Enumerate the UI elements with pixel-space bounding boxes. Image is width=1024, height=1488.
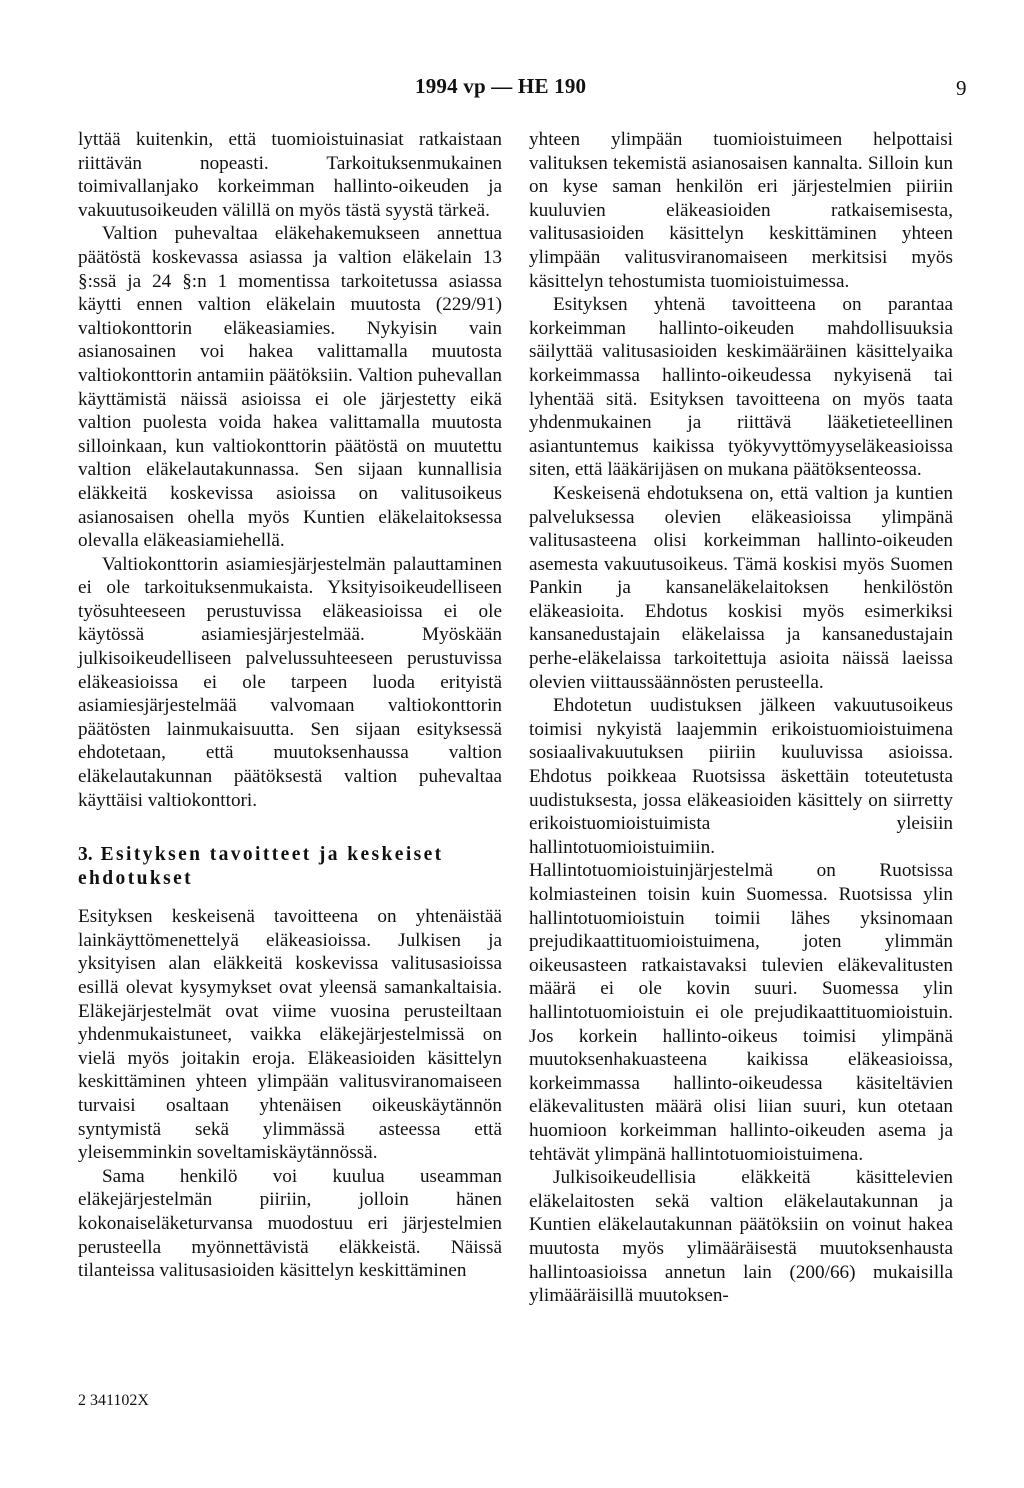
page-header (0, 74, 1024, 104)
print-code: 2 341102X (78, 1392, 149, 1409)
section-heading (78, 843, 502, 891)
left-column (78, 128, 502, 1283)
paragraph: Ehdotetun uudistuksen jälkeen vakuutusoikeus toimisi nykyistä laajemmin erikoistuomioistuimena sosiaalivakuutuksen piiriin kuuluvissa asioissa. Ehdotus poikkeaa Ruotsissa äskettäin toteutetusta uudistuksesta, jossa eläkeasioiden käsittely on siirretty erikoistuomioistuimista yleisiin hallintotuomioistuimiin. Hallintotuomioistuinjärjestelmä on Ruotsissa kolmiasteinen toisin kuin Suomessa. Ruotsissa ylin hallintotuomioistuin toimii lähes yksinomaan prejudikaattituomioistuimena, joten ylimmän oikeusasteen ratkaistavaksi tulevien eläkevalitusten määrä ei ole kovin suuri. Suomessa ylin hallintotuomioistuin ei ole prejudikaattituomioistuin. Jos korkein hallinto-oikeus toimisi ylimpänä muutoksenhakuasteena kaikissa eläkeasioissa, korkeimmassa hallinto-oikeudessa käsiteltävien eläkevalitusten määrä olisi liian suuri, kun otetaan huomioon korkeimman hallinto-oikeuden asema ja tehtävät ylimpänä hallintotuomioistuimena. (529, 695, 953, 1165)
paragraph: lyttää kuitenkin, että tuomioistuinasiat ratkaistaan riittävän nopeasti. Tarkoituksenmukainen toimivallanjako korkeimman hallinto-oikeuden ja vakuutusoikeuden välillä on myös tästä syystä tärkeä. (78, 129, 502, 221)
right-column (529, 128, 953, 1308)
paragraph: Valtiokonttorin asiamiesjärjestelmän palauttaminen ei ole tarkoituksenmukaista. Yksityisoikeudelliseen työsuhteeseen perustuvissa eläkeasioissa ei ole käytössä asiamiesjärjestelmää. Myöskään julkisoikeudelliseen palvelussuhteeseen perustuvissa eläkeasioissa ei ole tarpeen luoda erityistä asiamiesjärjestelmää valvomaan valtiokonttorin päätösten lainmukaisuutta. Sen sijaan esityksessä ehdotetaan, että muutoksenhaussa valtion eläkelautakunnan päätöksestä valtion puhevaltaa käyttäisi valtiokonttori. (78, 553, 502, 811)
section-title: Esityksen tavoitteet ja keskeiset ehdotukset (78, 844, 444, 890)
paragraph: Sama henkilö voi kuulua useamman eläkejärjestelmän piiriin, jolloin hänen kokonaiseläketurvansa muodostuu eri järjestelmien perusteella myönnettävistä eläkkeistä. Näissä tilanteissa valitusasioiden käsittelyn keskittäminen (78, 1165, 502, 1282)
section-number: 3. (78, 844, 93, 866)
paragraph: Keskeisenä ehdotuksena on, että valtion ja kuntien palveluksessa olevien eläkeasioissa ylimpänä valitusasteena olisi korkeimman hallinto-oikeuden asemesta vakuutusoikeus. Tämä koskisi myös Suomen Pankin ja kansaneläkelaitoksen henkilöstön eläkeasioita. Ehdotus koskisi myös esimerkiksi kansanedustajain eläkelaissa ja kansanedustajain perhe-eläkelaissa tarkoitettuja asioita näissä laeissa olevien viittaussäännösten perusteella. (529, 482, 953, 693)
running-head: 1994 vp — HE 190 (415, 74, 587, 98)
paragraph: Esityksen keskeisenä tavoitteena on yhtenäistää lainkäyttömenettelyä eläkeasioissa. Julkisen ja yksityisen alan eläkkeitä koskevissa valitusasioissa esillä olevat kysymykset ovat yleensä samankaltaisia. Eläkejärjestelmät ovat viime vuosina perusteiltaan yhdenmukaistuneet, vaikka eläkejärjestelmissä on vielä myös joitakin eroja. Eläkeasioiden käsittelyn keskittäminen yhteen ylimpään valitusviranomaiseen turvaisi osaltaan yhtenäisen oikeuskäytännön syntymistä sekä ylimmässä asteessa että yleisemminkin soveltamiskäytännössä. (78, 906, 502, 1164)
paragraph: Valtion puhevaltaa eläkehakemukseen annettua päätöstä koskevassa asiassa ja valtion eläkelain 13 §:ssä ja 24 §:n 1 momentissa tarkoitetussa asiassa käytti ennen valtion eläkelain muutosta (229/91) valtiokonttorin eläkeasiamies. Nykyisin vain asianosainen voi hakea valittamalla muutosta valtiokonttorin antamiin päätöksiin. Valtion puhevallan käyttämistä näissä asioissa ei ole järjestetty eikä valtion puolesta voida hakea valittamalla muutosta silloinkaan, kun valtiokonttorin päätöstä on muutettu valtion eläkelautakunnassa. Sen sijaan kunnallisia eläkkeitä koskevissa asioissa on valitusoikeus asianosaisen ohella myös Kuntien eläkelaitoksessa olevalla eläkeasiamiehellä. (78, 223, 502, 552)
paragraph: Julkisoikeudellisia eläkkeitä käsittelevien eläkelaitosten sekä valtion eläkelautakunnan ja Kuntien eläkelautakunnan päätöksiin on voinut hakea muutosta myös ylimääräisestä muutoksenhausta hallintoasioissa annetun lain (200/66) mukaisilla ylimääräisillä muutoksen- (529, 1167, 953, 1307)
paragraph: yhteen ylimpään tuomioistuimeen helpottaisi valituksen tekemistä asianosaisen kannalta. Silloin kun on kyse saman henkilön eri järjestelmien piiriin kuuluvien eläkeasioiden ratkaisemisesta, valitusasioiden käsittelyn keskittäminen yhteen ylimpään valitusviranomaiseen merkitsisi myös käsittelyn tehostumista tuomioistuimessa. (529, 129, 953, 292)
paragraph: Esityksen yhtenä tavoitteena on parantaa korkeimman hallinto-oikeuden mahdollisuuksia säilyttää valitusasioiden keskimääräinen käsittelyaika korkeimmassa hallinto-oikeudessa nykyisenä tai lyhentää sitä. Esityksen tavoitteena on myös taata yhdenmukainen ja riittävä lääketieteellinen asiantuntemus kaikissa työkyvyttömyyseläkeasioissa siten, että lääkärijäsen on mukana päätöksenteossa. (529, 294, 953, 481)
page-number: 9 (956, 76, 967, 100)
